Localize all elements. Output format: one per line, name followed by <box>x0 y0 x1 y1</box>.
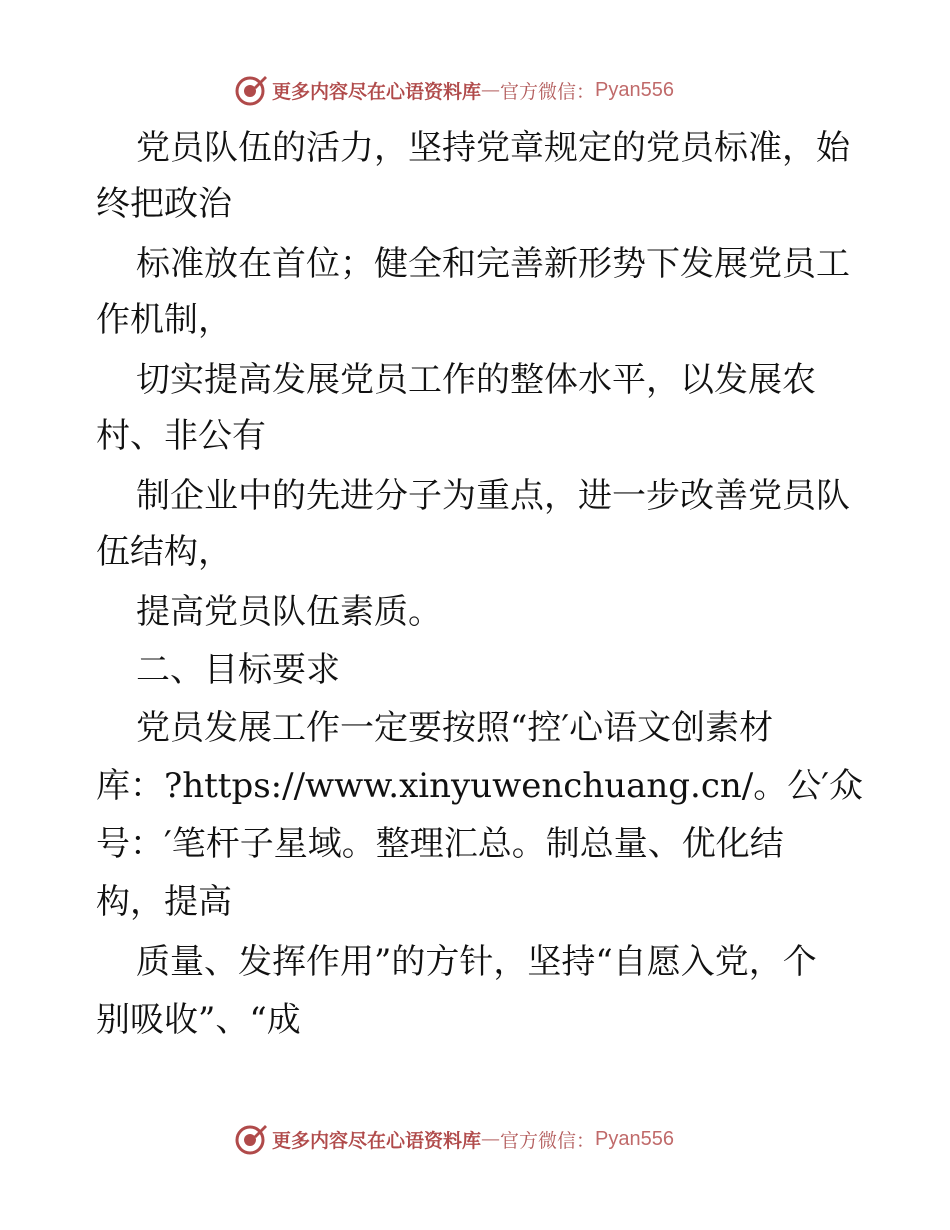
text-line: 提高党员队伍素质。 <box>136 592 442 632</box>
text-line: 库：?https://www.xinyuwenchuang.cn/。公′众 <box>96 766 863 806</box>
text-line: 村、非公有 <box>96 416 266 456</box>
text-line: 制企业中的先进分子为重点，进一步改善党员队 <box>136 476 850 516</box>
footer-watermark <box>234 1121 714 1157</box>
text-line: 号：′笔杆子星域。整理汇总。制总量、优化结 <box>96 824 784 864</box>
text-line: 质量、发挥作用”的方针，坚持“自愿入党，个 <box>136 942 817 982</box>
watermark-label: 官方微信： <box>500 1129 596 1152</box>
watermark-wechat-id: Pyan556 <box>595 78 674 101</box>
watermark-dash: — <box>481 1128 501 1150</box>
text-line: 党员发展工作一定要按照“控′心语文创素材 <box>136 708 774 748</box>
text-line: 标准放在首位；健全和完善新形势下发展党员工 <box>136 244 850 284</box>
watermark-wechat-id: Pyan556 <box>595 1127 674 1150</box>
text-line: 党员队伍的活力，坚持党章规定的党员标准，始 <box>136 128 850 168</box>
section-heading: 二、目标要求 <box>136 650 340 690</box>
watermark-main-text: 更多内容尽在心语资料库 <box>272 1129 482 1152</box>
text-line: 别吸收”、“成 <box>96 1000 301 1040</box>
header-watermark <box>234 72 714 108</box>
watermark-main-text: 更多内容尽在心语资料库 <box>272 80 482 103</box>
text-line: 伍结构， <box>96 532 232 572</box>
pen-logo-icon <box>234 73 268 107</box>
watermark-dash: — <box>481 79 501 101</box>
watermark-label: 官方微信： <box>500 80 596 103</box>
text-line: 构，提高 <box>96 882 232 922</box>
pen-logo-icon <box>234 1122 268 1156</box>
text-line: 切实提高发展党员工作的整体水平，以发展农 <box>136 360 816 400</box>
text-line: 作机制， <box>96 300 232 340</box>
text-line: 终把政治 <box>96 184 232 224</box>
